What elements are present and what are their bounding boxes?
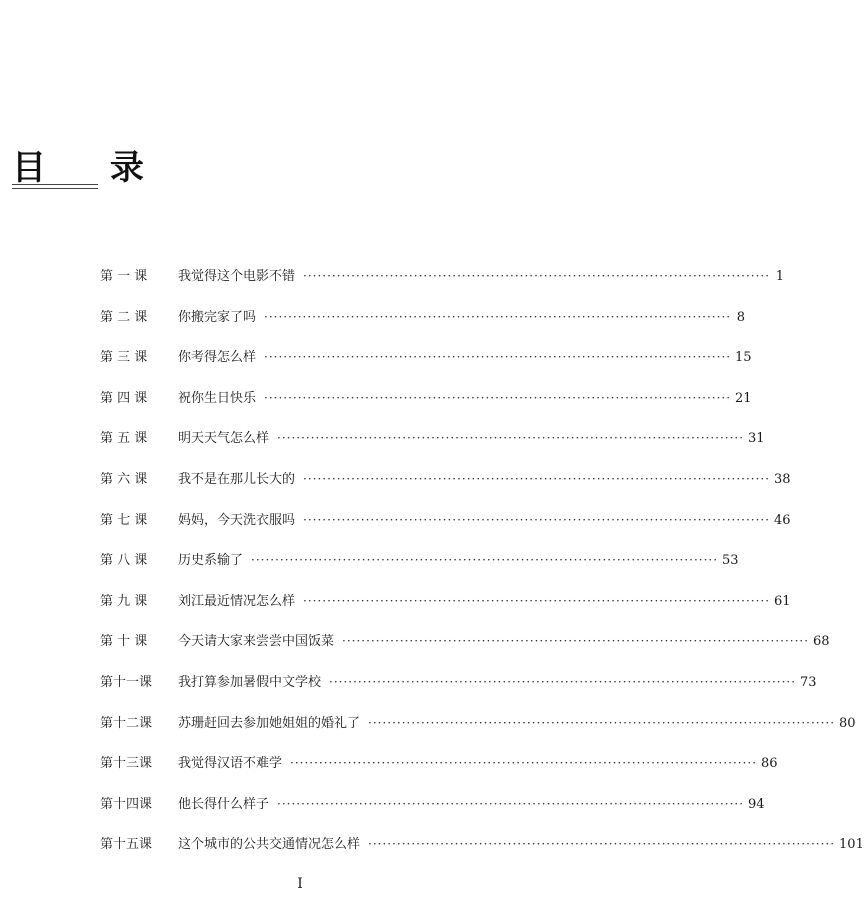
dot-leader: ································································································· xyxy=(264,390,732,405)
page-number: 8 xyxy=(736,309,746,325)
lesson-title: 妈妈，今天洗衣服吗 xyxy=(178,512,296,528)
lesson-title: 我不是在那儿长大的 xyxy=(178,471,296,487)
page-number: 73 xyxy=(800,674,817,690)
lesson-number: 第十四课 xyxy=(100,796,153,812)
dot-leader: ································································································· xyxy=(303,593,771,608)
lesson-number: 第 十 课 xyxy=(100,634,148,650)
dot-leader: ································································································· xyxy=(303,269,771,283)
page-number: 86 xyxy=(761,756,778,772)
lesson-number: 第 五 课 xyxy=(100,431,148,447)
lesson-number: 第 三 课 xyxy=(100,350,148,366)
toc-entry[interactable] xyxy=(100,794,765,835)
lesson-number: 第 四 课 xyxy=(100,390,148,406)
page-number: 1 xyxy=(775,269,785,284)
dot-leader: ································································································· xyxy=(264,350,732,365)
dot-leader: ································································································· xyxy=(368,837,836,852)
dot-leader: ································································································· xyxy=(368,715,836,730)
lesson-number: 第 七 课 xyxy=(100,512,148,528)
table-of-contents xyxy=(100,266,864,875)
lesson-number: 第十一课 xyxy=(100,674,153,690)
page-number: 21 xyxy=(735,390,752,406)
lesson-title: 苏珊赶回去参加她姐姐的婚礼了 xyxy=(178,715,361,731)
toc-entry[interactable] xyxy=(100,428,765,469)
toc-entry[interactable] xyxy=(100,347,752,388)
page-folio: I xyxy=(297,876,303,892)
lesson-number: 第十三课 xyxy=(100,756,153,772)
page-number: 68 xyxy=(813,634,830,650)
lesson-number: 第 八 课 xyxy=(100,553,148,569)
page-number: 101 xyxy=(839,837,864,853)
page-number: 94 xyxy=(748,796,765,812)
lesson-number: 第 九 课 xyxy=(100,593,148,609)
page-number: 46 xyxy=(774,512,791,528)
toc-entry[interactable] xyxy=(100,469,791,510)
lesson-title: 明天天气怎么样 xyxy=(178,431,270,447)
dot-leader: ································································································· xyxy=(277,796,745,811)
lesson-title: 你考得怎么样 xyxy=(178,350,257,366)
lesson-title: 祝你生日快乐 xyxy=(178,390,257,406)
lesson-number: 第十二课 xyxy=(100,715,153,731)
dot-leader: ································································································· xyxy=(264,309,732,324)
page-number: 53 xyxy=(722,553,739,569)
page-number: 15 xyxy=(735,350,752,366)
dot-leader: ································································································· xyxy=(329,674,797,689)
page-number: 31 xyxy=(748,431,765,447)
lesson-title: 你搬完家了吗 xyxy=(178,309,257,325)
dot-leader: ································································································· xyxy=(277,431,745,446)
lesson-title: 我打算参加暑假中文学校 xyxy=(178,674,322,690)
page-number: 61 xyxy=(774,593,791,609)
dot-leader: ································································································· xyxy=(290,756,758,771)
page-number: 80 xyxy=(839,715,856,731)
dot-leader: ································································································· xyxy=(342,634,810,649)
lesson-title: 他长得什么样子 xyxy=(178,796,270,812)
lesson-number: 第十五课 xyxy=(100,837,153,853)
page-title: 目 录 xyxy=(12,148,170,188)
toc-entry[interactable] xyxy=(100,631,830,672)
title-underline-secondary xyxy=(12,188,98,189)
toc-entry[interactable] xyxy=(100,753,778,794)
toc-entry[interactable] xyxy=(100,672,817,713)
lesson-title: 历史系输了 xyxy=(178,553,244,569)
toc-entry[interactable] xyxy=(100,591,791,632)
dot-leader: ································································································· xyxy=(303,512,771,527)
lesson-title: 今天请大家来尝尝中国饭菜 xyxy=(178,634,335,650)
lesson-title: 我觉得汉语不难学 xyxy=(178,756,283,772)
lesson-title: 刘江最近情况怎么样 xyxy=(178,593,296,609)
toc-entry[interactable] xyxy=(100,388,752,429)
lesson-number: 第 六 课 xyxy=(100,471,148,487)
toc-entry[interactable] xyxy=(100,266,785,307)
dot-leader: ································································································· xyxy=(251,553,719,568)
lesson-title: 我觉得这个电影不错 xyxy=(178,269,296,284)
toc-entry[interactable] xyxy=(100,550,739,591)
page-number: 38 xyxy=(774,471,791,487)
toc-entry[interactable] xyxy=(100,510,791,551)
lesson-number: 第 一 课 xyxy=(100,269,148,284)
toc-entry[interactable] xyxy=(100,713,856,754)
toc-entry[interactable] xyxy=(100,307,746,348)
lesson-number: 第 二 课 xyxy=(100,309,148,325)
toc-entry[interactable] xyxy=(100,834,864,875)
title-underline xyxy=(12,184,98,185)
dot-leader: ································································································· xyxy=(303,471,771,486)
lesson-title: 这个城市的公共交通情况怎么样 xyxy=(178,837,361,853)
